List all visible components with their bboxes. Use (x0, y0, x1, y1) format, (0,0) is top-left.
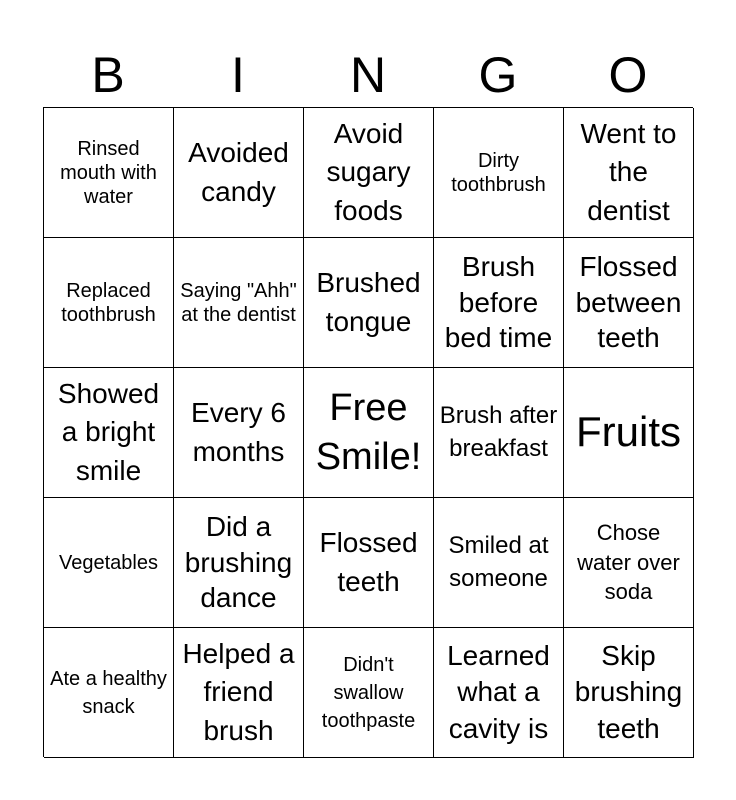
header-letter-b: B (91, 47, 125, 103)
bingo-cell[interactable]: Flossed teeth (304, 498, 434, 628)
bingo-cell[interactable]: Did a brushing dance (174, 498, 304, 628)
bingo-board (43, 107, 693, 757)
bingo-cell[interactable]: Rinsed mouth with water (44, 108, 174, 238)
bingo-cell[interactable]: Fruits (564, 368, 694, 498)
header-letter-o: O (608, 47, 648, 103)
bingo-cell[interactable]: Avoid sugary foods (304, 108, 434, 238)
bingo-cell[interactable]: Learned what a cavity is (434, 628, 564, 758)
bingo-cell[interactable]: Flossed between teeth (564, 238, 694, 368)
free-space-cell[interactable]: Free Smile! (304, 368, 434, 498)
bingo-cell[interactable]: Saying "Ahh" at the dentist (174, 238, 304, 368)
bingo-cell[interactable]: Showed a bright smile (44, 368, 174, 498)
header-letter-g: G (478, 47, 518, 103)
bingo-cell[interactable]: Avoided candy (174, 108, 304, 238)
bingo-cell[interactable]: Every 6 months (174, 368, 304, 498)
bingo-cell[interactable]: Ate a healthy snack (44, 628, 174, 758)
bingo-header (43, 44, 693, 106)
bingo-cell[interactable]: Skip brushing teeth (564, 628, 694, 758)
bingo-cell[interactable]: Brush after breakfast (434, 368, 564, 498)
header-letter-i: I (231, 47, 245, 103)
bingo-cell[interactable]: Chose water over soda (564, 498, 694, 628)
bingo-cell[interactable]: Dirty toothbrush (434, 108, 564, 238)
bingo-cell[interactable]: Vegetables (44, 498, 174, 628)
bingo-cell[interactable]: Helped a friend brush (174, 628, 304, 758)
bingo-cell[interactable]: Brush before bed time (434, 238, 564, 368)
bingo-cell[interactable]: Didn't swallow toothpaste (304, 628, 434, 758)
bingo-cell[interactable]: Brushed tongue (304, 238, 434, 368)
bingo-cell[interactable]: Smiled at someone (434, 498, 564, 628)
header-letter-n: N (349, 47, 387, 103)
bingo-cell[interactable]: Went to the dentist (564, 108, 694, 238)
bingo-cell[interactable]: Replaced toothbrush (44, 238, 174, 368)
